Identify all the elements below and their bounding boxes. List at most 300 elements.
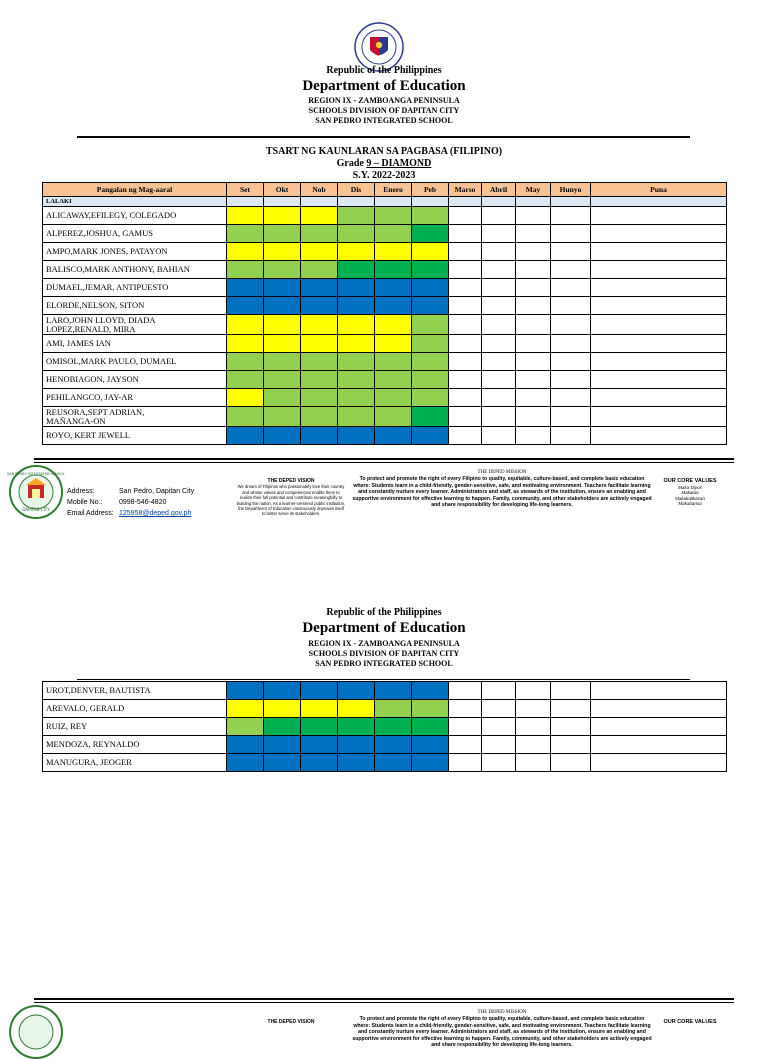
month-level-cell	[449, 754, 482, 772]
school-logo-city: DAPITAN CITY	[22, 507, 50, 512]
month-level-cell	[338, 736, 375, 754]
month-level-cell	[264, 736, 301, 754]
month-level-cell	[412, 371, 449, 389]
section-cell	[516, 197, 551, 207]
student-row	[43, 389, 727, 407]
mobile-value: 0998-546-4820	[119, 499, 167, 506]
remarks-cell	[591, 700, 727, 718]
month-level-cell	[449, 427, 482, 445]
month-level-cell	[301, 700, 338, 718]
grade-line	[0, 158, 768, 169]
student-name-line: REUSORA,SEPT ADRIAN,	[46, 406, 145, 417]
column-header: Set	[227, 183, 264, 197]
month-level-cell	[338, 389, 375, 407]
month-level-cell	[449, 682, 482, 700]
remarks-cell	[591, 279, 727, 297]
remarks-cell	[591, 225, 727, 243]
month-level-cell	[516, 207, 551, 225]
month-level-cell	[227, 718, 264, 736]
column-header: Hunyo	[551, 183, 591, 197]
column-header: Okt	[264, 183, 301, 197]
month-level-cell	[516, 297, 551, 315]
month-level-cell	[482, 718, 516, 736]
school-logo	[8, 1004, 64, 1060]
month-level-cell	[264, 389, 301, 407]
deped-vision	[236, 1020, 346, 1024]
student-name	[43, 427, 227, 445]
footer-rule	[34, 458, 734, 460]
chart-title: TSART NG KAUNLARAN SA PAGBASA (FILIPINO)	[265, 146, 503, 157]
month-level-cell	[551, 335, 591, 353]
student-name	[43, 754, 227, 772]
mission-title: THE DEPED MISSION	[477, 470, 527, 475]
month-level-cell	[227, 682, 264, 700]
month-level-cell	[375, 718, 412, 736]
month-level-cell	[264, 353, 301, 371]
footer-rule	[34, 1002, 734, 1003]
month-level-cell	[449, 243, 482, 261]
month-level-cell	[551, 736, 591, 754]
reading-progress-table-continued	[42, 681, 727, 772]
page-footer	[0, 996, 768, 1049]
month-level-cell	[449, 371, 482, 389]
month-level-cell	[482, 315, 516, 335]
month-level-cell	[264, 315, 301, 335]
month-level-cell	[516, 754, 551, 772]
month-level-cell	[482, 279, 516, 297]
school-logo	[8, 464, 64, 520]
deped-vision	[236, 479, 346, 525]
remarks-cell	[591, 315, 727, 335]
month-level-cell	[227, 315, 264, 335]
month-level-cell	[301, 261, 338, 279]
student-row	[43, 682, 727, 700]
month-level-cell	[375, 207, 412, 225]
month-level-cell	[412, 700, 449, 718]
deped-mission	[352, 1010, 652, 1049]
section-row	[43, 197, 727, 207]
month-level-cell	[516, 371, 551, 389]
month-level-cell	[301, 371, 338, 389]
month-level-cell	[338, 700, 375, 718]
month-level-cell	[338, 279, 375, 297]
month-level-cell	[516, 700, 551, 718]
month-level-cell	[227, 407, 264, 427]
section-cell	[591, 197, 727, 207]
month-level-cell	[449, 736, 482, 754]
month-level-cell	[482, 427, 516, 445]
month-level-cell	[516, 243, 551, 261]
mission-text: To protect and promote the right of every Filipino to quality, equitable, culture-based, and complete basic education where: Students learn in a child-friendly, gender-sensitive, safe, and motivating environment. Teachers facilitate learning and constantly nurture every learner. Administrators and staff, as stewards of the institution, ensure an enabling and supportive environment for effective learning to happen. Family, community, and other stakeholders are actively engaged and share responsibility for developing life-long learners.	[352, 1016, 652, 1049]
footer-rule	[34, 998, 734, 1000]
month-level-cell	[264, 427, 301, 445]
month-level-cell	[301, 315, 338, 335]
student-name	[43, 261, 227, 279]
month-level-cell	[449, 353, 482, 371]
month-level-cell	[551, 353, 591, 371]
student-row	[43, 736, 727, 754]
section-cell	[449, 197, 482, 207]
column-header: Enero	[375, 183, 412, 197]
month-level-cell	[338, 297, 375, 315]
column-header: Peb	[412, 183, 449, 197]
month-level-cell	[482, 335, 516, 353]
month-level-cell	[482, 371, 516, 389]
month-level-cell	[264, 718, 301, 736]
month-level-cell	[264, 371, 301, 389]
section-cell	[551, 197, 591, 207]
month-level-cell	[482, 700, 516, 718]
month-level-cell	[482, 243, 516, 261]
month-level-cell	[227, 335, 264, 353]
month-level-cell	[301, 297, 338, 315]
section-label: LALAKI	[43, 197, 227, 207]
month-level-cell	[338, 371, 375, 389]
month-level-cell	[227, 427, 264, 445]
month-level-cell	[301, 225, 338, 243]
header-divider	[77, 679, 690, 680]
month-level-cell	[482, 407, 516, 427]
section-cell	[301, 197, 338, 207]
address-label: Address:	[67, 488, 95, 495]
student-name-line: ALPEREZ,JOSHUA, GAMUS	[46, 228, 153, 238]
month-level-cell	[338, 315, 375, 335]
month-level-cell	[551, 371, 591, 389]
month-level-cell	[338, 207, 375, 225]
remarks-cell	[591, 335, 727, 353]
remarks-cell	[591, 736, 727, 754]
month-level-cell	[516, 335, 551, 353]
month-level-cell	[375, 225, 412, 243]
core-values	[660, 479, 720, 507]
month-level-cell	[301, 389, 338, 407]
student-row	[43, 718, 727, 736]
student-row	[43, 335, 727, 353]
month-level-cell	[482, 207, 516, 225]
student-name	[43, 207, 227, 225]
core-values	[660, 1020, 720, 1026]
month-level-cell	[482, 754, 516, 772]
region-line: REGION IX - ZAMBOANGA PENINSULA	[308, 639, 460, 648]
month-level-cell	[375, 700, 412, 718]
month-level-cell	[227, 371, 264, 389]
value-item: Maka-Diyos	[678, 484, 702, 490]
month-level-cell	[264, 335, 301, 353]
student-row	[43, 261, 727, 279]
footer-rule	[34, 462, 734, 463]
month-level-cell	[551, 297, 591, 315]
month-level-cell	[449, 279, 482, 297]
student-name-line: UROT,DENVER, BAUTISTA	[46, 685, 151, 695]
month-level-cell	[449, 700, 482, 718]
address-value: San Pedro, Dapitan City	[119, 488, 195, 495]
student-name	[43, 315, 227, 335]
email-link[interactable]: 125958@deped.gov.ph	[119, 510, 192, 517]
student-row	[43, 297, 727, 315]
student-name-line: DUMAEL,JEMAR, ANTIPUESTO	[46, 282, 169, 292]
month-level-cell	[227, 700, 264, 718]
month-level-cell	[375, 407, 412, 427]
student-name	[43, 335, 227, 353]
month-level-cell	[412, 207, 449, 225]
month-level-cell	[375, 736, 412, 754]
month-level-cell	[551, 225, 591, 243]
student-name-line: AMI, JAMES IAN	[46, 338, 111, 348]
student-row	[43, 207, 727, 225]
month-level-cell	[375, 754, 412, 772]
month-level-cell	[482, 261, 516, 279]
section-cell	[482, 197, 516, 207]
column-header: Marso	[449, 183, 482, 197]
month-level-cell	[412, 353, 449, 371]
month-level-cell	[516, 315, 551, 335]
remarks-cell	[591, 261, 727, 279]
month-level-cell	[301, 407, 338, 427]
month-level-cell	[449, 335, 482, 353]
vision-title: THE DEPED VISION	[267, 478, 315, 484]
mission-text: To protect and promote the right of every Filipino to quality, equitable, culture-based, and complete basic education where: Students learn in a child-friendly, gender-sensitive, safe, and motivating environment. Teachers facilitate learning and constantly nurture every learner. Administrators and staff, as stewards of the institution, ensure an enabling and supportive environment for effective learning to happen. Family, community, and other stakeholders are actively engaged and share responsibility for developing life-long learners.	[352, 476, 652, 509]
month-level-cell	[338, 754, 375, 772]
month-level-cell	[551, 754, 591, 772]
month-level-cell	[301, 207, 338, 225]
mobile-label: Mobile No.:	[67, 499, 103, 506]
student-name	[43, 371, 227, 389]
school-line: SAN PEDRO INTEGRATED SCHOOL	[315, 659, 453, 668]
month-level-cell	[449, 407, 482, 427]
month-level-cell	[412, 682, 449, 700]
student-row	[43, 754, 727, 772]
month-level-cell	[227, 243, 264, 261]
month-level-cell	[338, 225, 375, 243]
month-level-cell	[516, 261, 551, 279]
column-header: Puna	[591, 183, 727, 197]
remarks-cell	[591, 427, 727, 445]
month-level-cell	[227, 225, 264, 243]
student-name	[43, 243, 227, 261]
month-level-cell	[264, 243, 301, 261]
month-level-cell	[301, 718, 338, 736]
month-level-cell	[227, 297, 264, 315]
month-level-cell	[301, 754, 338, 772]
student-name	[43, 297, 227, 315]
month-level-cell	[412, 718, 449, 736]
remarks-cell	[591, 682, 727, 700]
month-level-cell	[338, 427, 375, 445]
division-line: SCHOOLS DIVISION OF DAPITAN CITY	[308, 649, 460, 658]
column-header: May	[516, 183, 551, 197]
month-level-cell	[516, 736, 551, 754]
month-level-cell	[264, 207, 301, 225]
student-row	[43, 353, 727, 371]
month-level-cell	[338, 718, 375, 736]
value-item: Makatao	[681, 490, 699, 496]
month-level-cell	[412, 279, 449, 297]
remarks-cell	[591, 754, 727, 772]
republic-heading: Republic of the Philippines	[326, 607, 442, 618]
remarks-cell	[591, 389, 727, 407]
column-header: Abril	[482, 183, 516, 197]
month-level-cell	[482, 682, 516, 700]
student-name-line: ELORDE,NELSON, SITON	[46, 300, 145, 310]
student-name-line: HENOBIAGON, JAYSON	[46, 374, 139, 384]
month-level-cell	[412, 407, 449, 427]
month-level-cell	[264, 682, 301, 700]
month-level-cell	[264, 225, 301, 243]
month-level-cell	[482, 297, 516, 315]
month-level-cell	[449, 225, 482, 243]
month-level-cell	[412, 315, 449, 335]
month-level-cell	[551, 243, 591, 261]
month-level-cell	[301, 427, 338, 445]
month-level-cell	[516, 407, 551, 427]
month-level-cell	[412, 243, 449, 261]
region-line: REGION IX - ZAMBOANGA PENINSULA	[308, 96, 460, 105]
student-name-line: LARO,JOHN LLOYD, DIADA	[46, 314, 156, 325]
month-level-cell	[375, 335, 412, 353]
column-header: Dis	[338, 183, 375, 197]
remarks-cell	[591, 718, 727, 736]
month-level-cell	[338, 682, 375, 700]
section-cell	[412, 197, 449, 207]
remarks-cell	[591, 243, 727, 261]
student-name-line: AMPO,MARK JONES, PATAYON	[46, 246, 168, 256]
deped-mission	[352, 470, 652, 527]
month-level-cell	[227, 261, 264, 279]
department-heading: Department of Education	[302, 620, 466, 636]
republic-heading: Republic of the Philippines	[326, 65, 442, 76]
month-level-cell	[551, 700, 591, 718]
month-level-cell	[375, 682, 412, 700]
month-level-cell	[551, 718, 591, 736]
month-level-cell	[264, 407, 301, 427]
month-level-cell	[516, 427, 551, 445]
student-name-line: ALICAWAY,EFILEGY, COLEGADO	[46, 210, 177, 220]
column-header: Pangalan ng Mag-aaral	[43, 183, 227, 197]
student-name-line: OMISOL,MARK PAULO, DUMAEL	[46, 356, 177, 366]
email-label: Email Address:	[67, 510, 114, 517]
value-item: Makakalikasan	[675, 495, 705, 501]
month-level-cell	[301, 736, 338, 754]
student-row	[43, 371, 727, 389]
reading-progress-table	[42, 182, 727, 445]
student-name-line: PEHILANGCO, JAY-AR	[46, 392, 134, 402]
student-name-line: RUIZ, REY	[46, 721, 88, 731]
month-level-cell	[449, 261, 482, 279]
student-row	[43, 225, 727, 243]
month-level-cell	[449, 315, 482, 335]
month-level-cell	[227, 279, 264, 297]
grade-value: 9 – DIAMOND	[366, 158, 432, 169]
remarks-cell	[591, 297, 727, 315]
month-level-cell	[482, 353, 516, 371]
school-year: S.Y. 2022-2023	[352, 170, 416, 181]
month-level-cell	[227, 736, 264, 754]
month-level-cell	[412, 335, 449, 353]
month-level-cell	[516, 279, 551, 297]
student-name	[43, 225, 227, 243]
month-level-cell	[338, 407, 375, 427]
month-level-cell	[449, 718, 482, 736]
student-row	[43, 315, 727, 335]
month-level-cell	[301, 353, 338, 371]
remarks-cell	[591, 353, 727, 371]
month-level-cell	[516, 389, 551, 407]
month-level-cell	[227, 389, 264, 407]
student-name	[43, 407, 227, 427]
month-level-cell	[516, 682, 551, 700]
vision-text: We dream of Filipinos who passionately love their country and whose values and competencies enable them to realize their full potential and contribute meaningfully to building the nation. As a learner-centered public institution, the Department of Education continuously improves itself to better serve its stakeholders.	[236, 484, 346, 517]
month-level-cell	[412, 736, 449, 754]
month-level-cell	[338, 243, 375, 261]
month-level-cell	[375, 279, 412, 297]
month-level-cell	[301, 335, 338, 353]
student-name-line: AREVALO, GERALD	[46, 703, 125, 713]
vision-title: THE DEPED VISION	[267, 1019, 315, 1025]
school-line: SAN PEDRO INTEGRATED SCHOOL	[315, 116, 453, 125]
month-level-cell	[551, 407, 591, 427]
month-level-cell	[412, 297, 449, 315]
month-level-cell	[301, 682, 338, 700]
month-level-cell	[375, 389, 412, 407]
section-cell	[375, 197, 412, 207]
student-row	[43, 700, 727, 718]
student-row	[43, 279, 727, 297]
month-level-cell	[301, 243, 338, 261]
division-line: SCHOOLS DIVISION OF DAPITAN CITY	[308, 106, 460, 115]
student-name	[43, 353, 227, 371]
month-level-cell	[375, 427, 412, 445]
month-level-cell	[449, 297, 482, 315]
month-level-cell	[375, 315, 412, 335]
month-level-cell	[375, 297, 412, 315]
student-name	[43, 718, 227, 736]
month-level-cell	[449, 389, 482, 407]
student-name-line: MANUGURA, JEOGER	[46, 757, 132, 767]
department-heading: Department of Education	[302, 78, 466, 94]
month-level-cell	[412, 754, 449, 772]
school-logo-name: SAN PEDRO INTEGRATED SCHOOL	[7, 472, 65, 476]
month-level-cell	[551, 389, 591, 407]
month-level-cell	[338, 261, 375, 279]
month-level-cell	[551, 427, 591, 445]
month-level-cell	[412, 389, 449, 407]
student-name-line: BALISCO,MARK ANTHONY, BAHIAN	[46, 264, 190, 274]
month-level-cell	[412, 427, 449, 445]
student-name-line: LOPEZ,RENALD, MIRA	[46, 323, 136, 334]
student-name	[43, 736, 227, 754]
student-name-line: MAÑANGA-ON	[46, 415, 106, 426]
month-level-cell	[375, 371, 412, 389]
student-name	[43, 700, 227, 718]
month-level-cell	[482, 736, 516, 754]
column-header: Nob	[301, 183, 338, 197]
student-name-line: ROYO, KERT JEWELL	[46, 430, 131, 440]
month-level-cell	[264, 700, 301, 718]
values-title: OUR CORE VALUES	[663, 478, 717, 484]
values-title: OUR CORE VALUES	[663, 1019, 717, 1025]
month-level-cell	[338, 335, 375, 353]
month-level-cell	[516, 718, 551, 736]
month-level-cell	[338, 353, 375, 371]
student-row	[43, 407, 727, 427]
month-level-cell	[551, 279, 591, 297]
month-level-cell	[375, 261, 412, 279]
month-level-cell	[301, 279, 338, 297]
student-row	[43, 427, 727, 445]
student-row	[43, 243, 727, 261]
month-level-cell	[482, 225, 516, 243]
header-divider	[77, 136, 690, 138]
